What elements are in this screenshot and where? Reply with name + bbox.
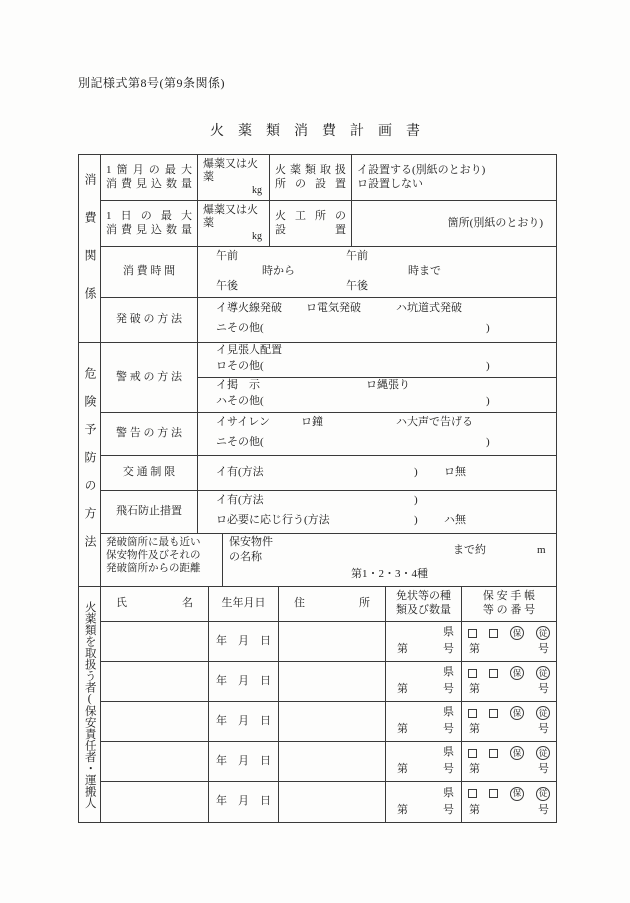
holder-mark-ho: 保 bbox=[510, 787, 524, 801]
checkbox bbox=[489, 789, 498, 798]
number-prefix: 第 bbox=[397, 763, 408, 775]
row-blasting-method bbox=[101, 298, 556, 342]
checkbox bbox=[468, 789, 477, 798]
number-suffix: 号 bbox=[443, 763, 454, 775]
consumption-time-field bbox=[198, 247, 556, 297]
flying-stone-options bbox=[198, 491, 556, 533]
am-label-1: 午前 bbox=[216, 250, 238, 262]
prefecture-label: 県 bbox=[443, 626, 454, 639]
name-cell bbox=[101, 702, 209, 741]
holder-mark-ho: 保 bbox=[510, 746, 524, 760]
row-daily-max bbox=[101, 201, 556, 247]
number-suffix: 号 bbox=[443, 643, 454, 655]
address-cell bbox=[279, 662, 386, 701]
holder-mark-ho: 保 bbox=[510, 626, 524, 640]
option-has-method: イ有(方法 bbox=[216, 494, 264, 506]
number-prefix: 第 bbox=[469, 763, 480, 776]
meter-unit: m bbox=[537, 544, 546, 556]
license-cell bbox=[386, 622, 462, 661]
monthly-max-label: 1箇月の最大 消費見込数量 bbox=[101, 155, 198, 200]
handling-place-label: 火薬類取扱 所の設置 bbox=[270, 155, 352, 200]
workshop-label: 火工所の 設置 bbox=[270, 201, 352, 246]
address-cell bbox=[279, 782, 386, 822]
address-cell bbox=[279, 622, 386, 661]
name-cell bbox=[101, 662, 209, 701]
section-consumption bbox=[79, 155, 556, 343]
license-cell bbox=[386, 702, 462, 741]
notebook-cell bbox=[462, 782, 556, 822]
checkbox bbox=[468, 749, 477, 758]
row-nearest-protected-object bbox=[101, 534, 556, 586]
header-safety-notebook: 保 安 手 帳 等 の 番 号 bbox=[482, 590, 536, 616]
row-monthly-max bbox=[101, 155, 556, 201]
option-as-needed: ロ必要に応じ行う(方法 bbox=[216, 514, 330, 526]
am-label-2: 午前 bbox=[346, 250, 368, 262]
header-name: 氏 名 bbox=[101, 587, 209, 621]
option-watchman: イ見張人配置 bbox=[216, 344, 282, 356]
birthdate-cell: 年 月 日 bbox=[209, 662, 279, 701]
option-install: イ設置する(別紙のとおり) bbox=[357, 163, 486, 176]
checkbox bbox=[468, 709, 477, 718]
object-name-label-1: 保安物件 bbox=[229, 536, 273, 548]
close-paren: ) bbox=[486, 436, 490, 448]
prefecture-label: 県 bbox=[443, 746, 454, 759]
number-suffix: 号 bbox=[538, 723, 549, 736]
workshop-location: 箇所(別紙のとおり) bbox=[447, 216, 543, 229]
number-prefix: 第 bbox=[469, 723, 480, 736]
section-handlers bbox=[79, 587, 556, 822]
holder-mark-ho: 保 bbox=[510, 706, 524, 720]
number-prefix: 第 bbox=[397, 683, 408, 695]
notebook-cell bbox=[462, 622, 556, 661]
consumption-time-label: 消 費 時 間 bbox=[101, 247, 198, 297]
vigilance-sub-row-2 bbox=[198, 378, 556, 413]
prefecture-label: 県 bbox=[443, 666, 454, 679]
option-not-install: ロ設置しない bbox=[357, 177, 423, 190]
holder-mark-ju: 従 bbox=[536, 787, 550, 801]
number-suffix: 号 bbox=[538, 683, 549, 696]
distance-approx-label: まで約 bbox=[453, 544, 486, 556]
close-paren: ) bbox=[414, 494, 418, 506]
traffic-restriction-label: 交 通 制 限 bbox=[101, 456, 198, 490]
header-birthdate: 生年月日 bbox=[209, 587, 279, 621]
checkbox bbox=[468, 629, 477, 638]
page-title: 火薬類消費計画書 bbox=[210, 124, 434, 139]
prefecture-label: 県 bbox=[443, 786, 454, 799]
flying-stone-label: 飛石防止措置 bbox=[101, 491, 198, 533]
option-bell: ロ鐘 bbox=[301, 416, 323, 428]
header-license: 免状等の種 類及び数量 bbox=[386, 587, 462, 621]
close-paren: ) bbox=[486, 360, 490, 372]
close-paren: ) bbox=[414, 514, 418, 526]
section-hazard-prevention bbox=[79, 343, 556, 587]
nearest-object-label: 発破箇所に最も近い 保安物件及びそれの 発破箇所からの距離 bbox=[101, 534, 223, 586]
vigilance-method-label: 警 戒 の 方 法 bbox=[101, 343, 198, 412]
option-other: ニその他( bbox=[216, 436, 264, 448]
vigilance-method-options bbox=[198, 343, 556, 412]
name-cell bbox=[101, 782, 209, 822]
option-has-method: イ有(方法 bbox=[216, 466, 264, 478]
handler-row bbox=[101, 702, 556, 742]
row-traffic-restriction bbox=[101, 456, 556, 491]
checkbox bbox=[489, 629, 498, 638]
warning-method-options bbox=[198, 413, 556, 455]
option-sign: イ掲 示 bbox=[216, 378, 260, 391]
monthly-material-cell: 爆薬又は火薬 kg bbox=[198, 155, 270, 200]
name-cell bbox=[101, 622, 209, 661]
number-suffix: 号 bbox=[538, 763, 549, 776]
prefecture-label: 県 bbox=[443, 706, 454, 719]
handlers-header-row bbox=[101, 587, 556, 622]
holder-mark-ju: 従 bbox=[536, 626, 550, 640]
section-label-consumption: 消費関係 bbox=[79, 155, 101, 342]
pm-label-2: 午後 bbox=[346, 280, 368, 292]
daily-max-label: 1日の最大 消費見込数量 bbox=[101, 201, 198, 246]
form-number: 別記様式第8号(第9条関係) bbox=[78, 76, 225, 90]
option-other: ニその他( bbox=[216, 322, 264, 334]
number-suffix: 号 bbox=[538, 803, 549, 816]
option-none: ハ無 bbox=[444, 514, 466, 526]
birthdate-cell: 年 月 日 bbox=[209, 702, 279, 741]
vigilance-sub-row-1 bbox=[198, 343, 556, 378]
option-tunnel: ハ坑道式発破 bbox=[396, 302, 462, 314]
close-paren: ) bbox=[414, 466, 418, 478]
header-address: 住 所 bbox=[279, 587, 386, 621]
handling-place-options bbox=[352, 155, 556, 200]
blasting-method-label: 発 破 の 方 法 bbox=[101, 298, 198, 342]
option-other: ハその他( bbox=[216, 394, 264, 407]
license-cell bbox=[386, 782, 462, 822]
option-none: ロ無 bbox=[444, 466, 466, 478]
object-name-label-2: の名称 bbox=[229, 551, 262, 563]
main-form-table bbox=[78, 154, 557, 823]
notebook-cell bbox=[462, 742, 556, 781]
option-fuse: イ導火線発破 bbox=[216, 302, 282, 314]
number-prefix: 第 bbox=[469, 683, 480, 696]
holder-mark-ju: 従 bbox=[536, 666, 550, 680]
number-suffix: 号 bbox=[443, 803, 454, 816]
time-to-label: 時まで bbox=[408, 265, 441, 277]
warning-method-label: 警 告 の 方 法 bbox=[101, 413, 198, 455]
checkbox bbox=[489, 709, 498, 718]
birthdate-cell: 年 月 日 bbox=[209, 622, 279, 661]
number-suffix: 号 bbox=[538, 643, 549, 656]
pm-label-1: 午後 bbox=[216, 280, 238, 292]
row-consumption-time bbox=[101, 247, 556, 298]
close-paren: ) bbox=[486, 394, 490, 407]
handler-row bbox=[101, 782, 556, 822]
number-suffix: 号 bbox=[443, 683, 454, 695]
notebook-cell bbox=[462, 662, 556, 701]
option-siren: イサイレン bbox=[216, 416, 270, 428]
traffic-restriction-options bbox=[198, 456, 556, 490]
option-other: ロその他( bbox=[216, 360, 264, 372]
address-cell bbox=[279, 742, 386, 781]
checkbox bbox=[489, 669, 498, 678]
checkbox bbox=[489, 749, 498, 758]
number-prefix: 第 bbox=[397, 723, 408, 735]
holder-mark-ho: 保 bbox=[510, 666, 524, 680]
holder-mark-ju: 従 bbox=[536, 746, 550, 760]
license-cell bbox=[386, 742, 462, 781]
option-shout: ハ大声で告げる bbox=[396, 416, 473, 428]
option-electric: ロ電気発破 bbox=[306, 302, 361, 314]
blasting-method-options bbox=[198, 298, 556, 342]
birthdate-cell: 年 月 日 bbox=[209, 742, 279, 781]
address-cell bbox=[279, 702, 386, 741]
daily-material-cell: 爆薬又は火薬 kg bbox=[198, 201, 270, 246]
number-prefix: 第 bbox=[469, 643, 480, 656]
object-type-options: 第1・2・3・4種 bbox=[351, 568, 428, 580]
close-paren: ) bbox=[486, 322, 490, 334]
number-prefix: 第 bbox=[397, 803, 408, 816]
section-label-hazard-prevention: 危険予防の方法 bbox=[79, 343, 101, 586]
kg-unit: kg bbox=[252, 231, 262, 242]
row-flying-stone-prevention bbox=[101, 491, 556, 534]
section-label-handlers: 火薬類を取扱う者(保安責任者・運搬人 bbox=[79, 587, 101, 822]
number-prefix: 第 bbox=[469, 803, 480, 816]
notebook-cell bbox=[462, 702, 556, 741]
time-from-label: 時から bbox=[262, 265, 295, 277]
handler-row bbox=[101, 662, 556, 702]
kg-unit: kg bbox=[252, 185, 262, 196]
nearest-object-field bbox=[223, 534, 556, 586]
license-cell bbox=[386, 662, 462, 701]
number-prefix: 第 bbox=[397, 643, 408, 655]
holder-mark-ju: 従 bbox=[536, 706, 550, 720]
checkbox bbox=[468, 669, 477, 678]
number-suffix: 号 bbox=[443, 723, 454, 735]
row-vigilance-method bbox=[101, 343, 556, 413]
birthdate-cell: 年 月 日 bbox=[209, 782, 279, 822]
handler-row bbox=[101, 742, 556, 782]
name-cell bbox=[101, 742, 209, 781]
handler-row bbox=[101, 622, 556, 662]
row-warning-method bbox=[101, 413, 556, 456]
option-rope: ロ縄張り bbox=[366, 378, 410, 391]
